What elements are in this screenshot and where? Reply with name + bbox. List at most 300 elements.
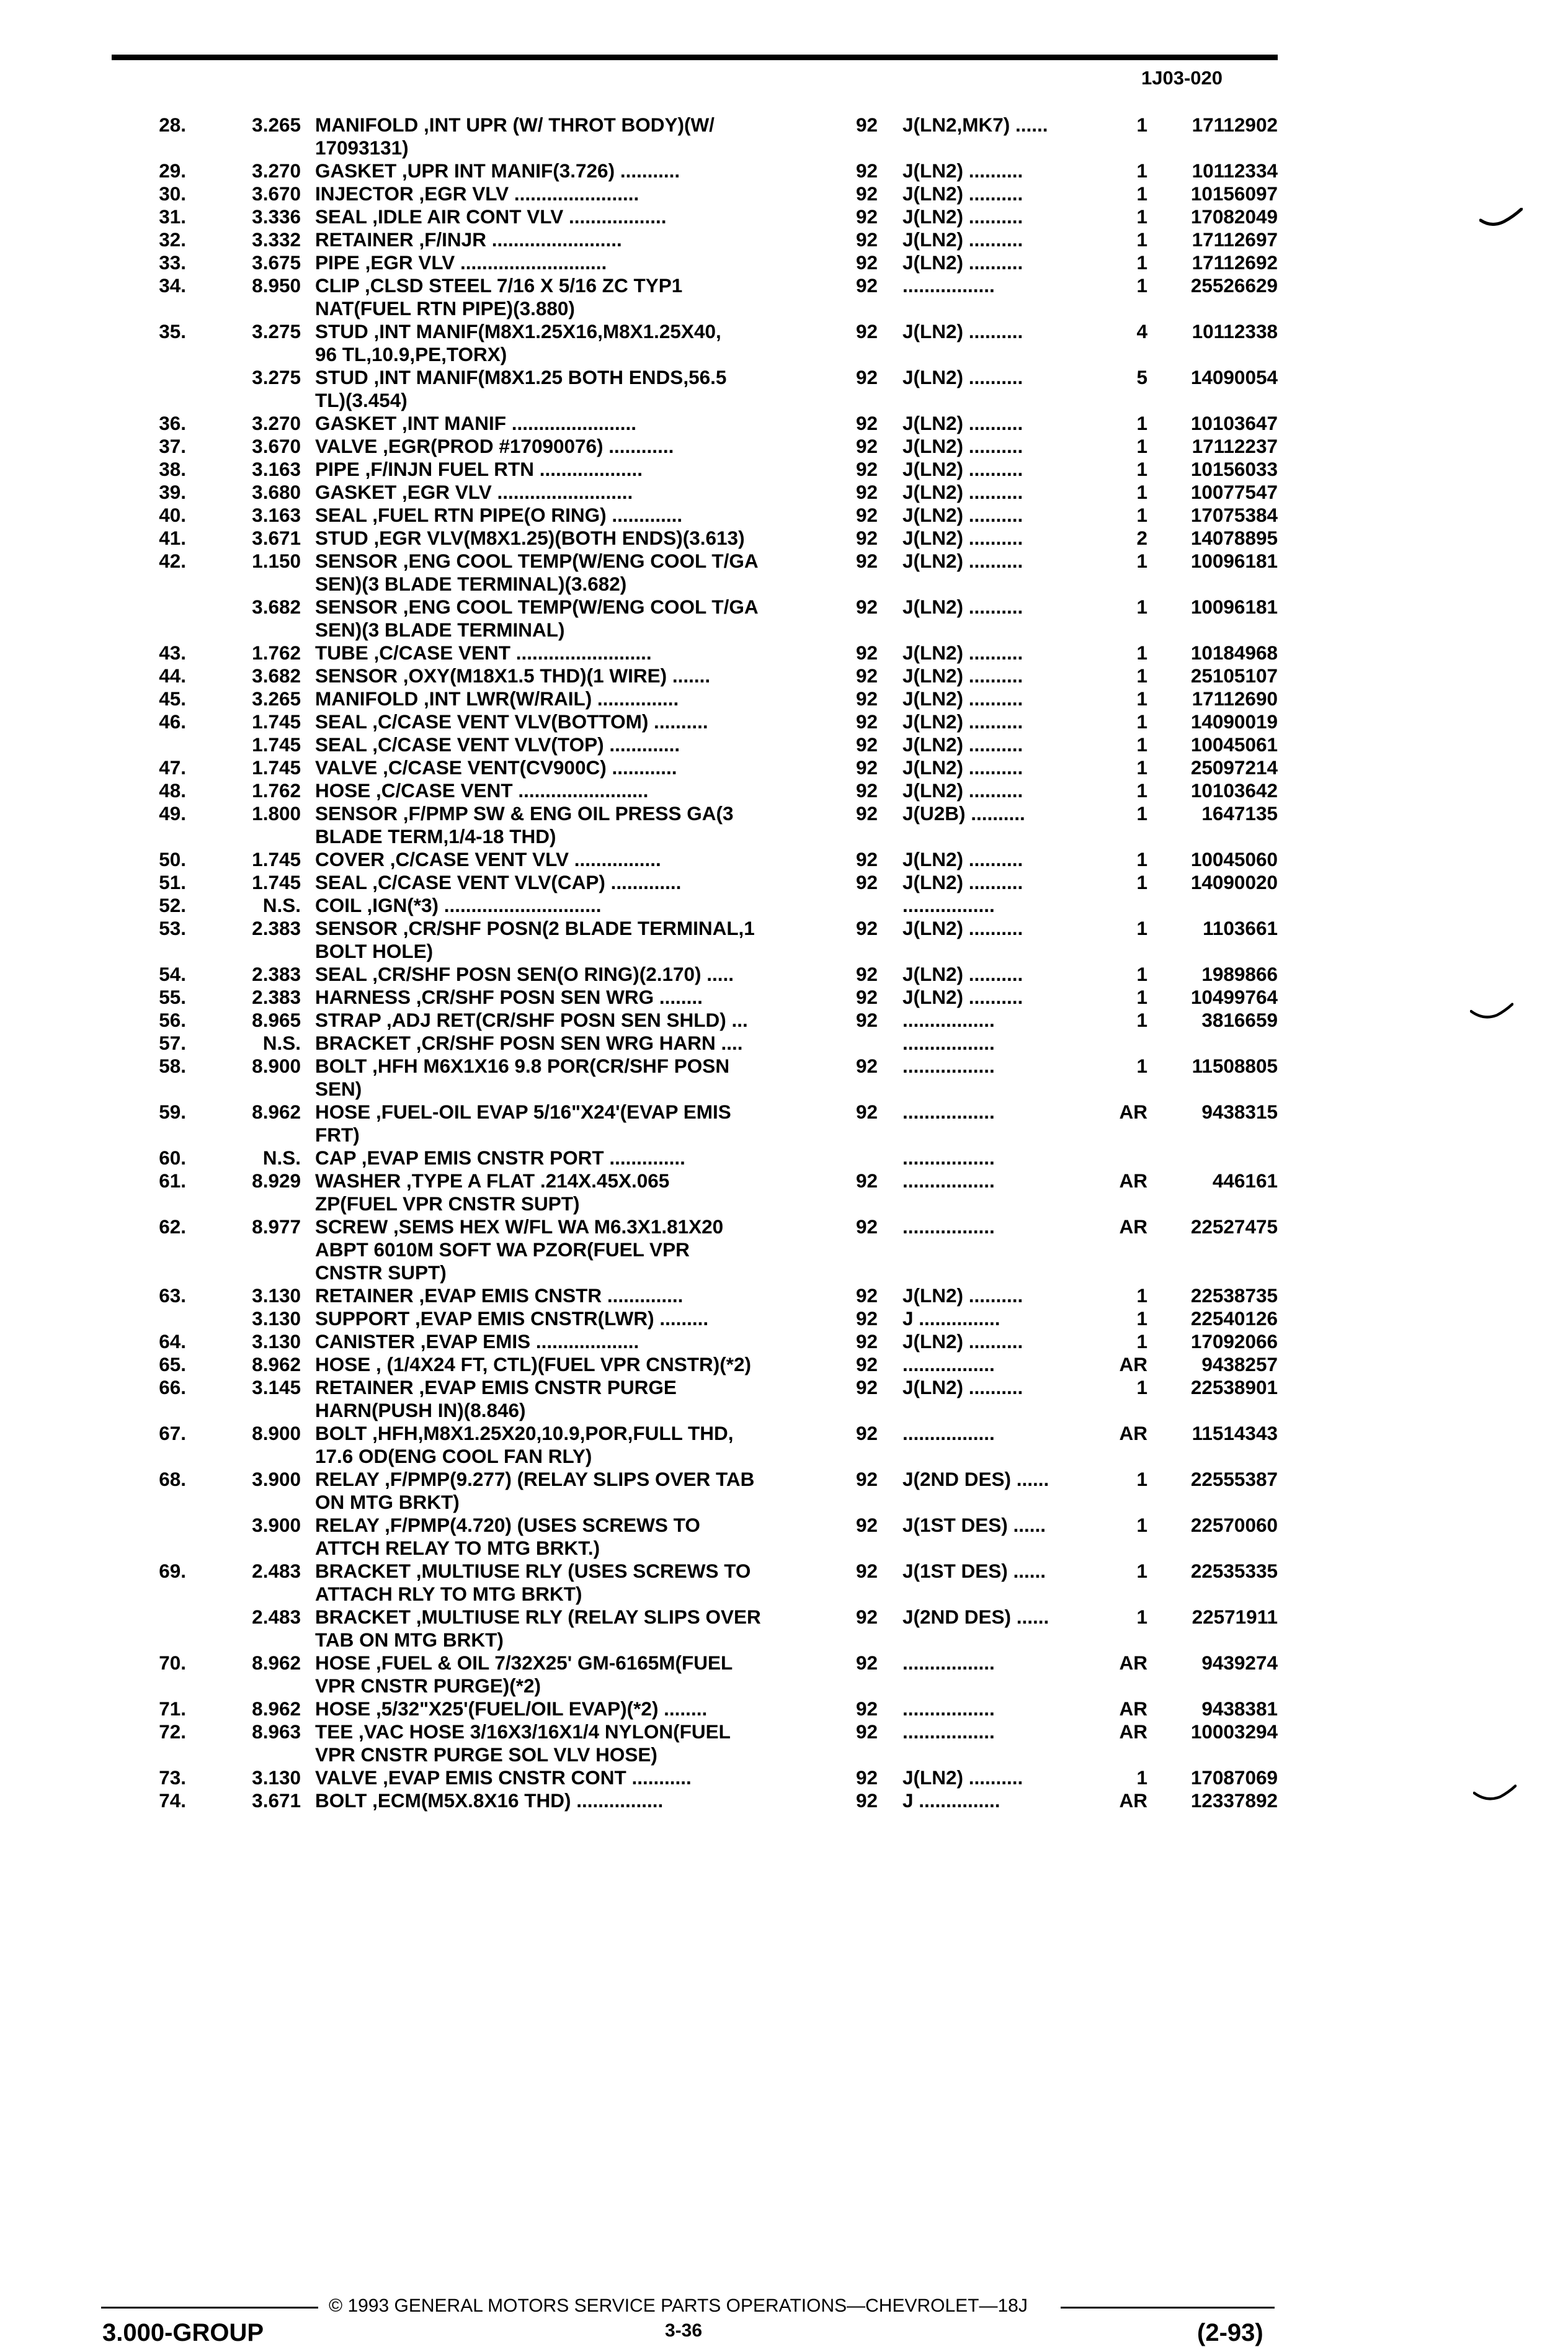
quantity: 1: [1136, 1560, 1147, 1582]
group-number: 3.680: [252, 481, 301, 503]
part-description: [315, 435, 811, 458]
part-number: 10499764: [1190, 986, 1278, 1008]
part-detail: ,SEMS HEX W/FL WA M6.3X1.81X20 ABPT 6010M SOFT WA PZOR(FUEL VPR CNSTR SUPT): [315, 1215, 724, 1284]
part-description: [315, 1169, 811, 1215]
part-number: 9438315: [1201, 1101, 1278, 1123]
table-row: [0, 1147, 1568, 1169]
group-number: 1.762: [252, 779, 301, 802]
part-description: [315, 1560, 811, 1606]
table-row: [0, 1009, 1568, 1032]
model-year: 92: [856, 1720, 878, 1743]
part-detail: ,F/PMP SW & ENG OIL PRESS GA(3 BLADE TERM,1/4-18 THD): [315, 802, 734, 847]
application-code: J(LN2) ..........: [902, 435, 1023, 457]
table-row: [0, 596, 1568, 642]
part-name: COIL: [315, 894, 362, 916]
quantity: 4: [1136, 320, 1147, 342]
part-name: STUD: [315, 527, 368, 549]
model-year: 92: [856, 1353, 878, 1375]
part-description: [315, 159, 811, 182]
part-detail: ,EGR VLV(M8X1.25)(BOTH ENDS)(3.613): [373, 527, 745, 549]
table-row: [0, 1652, 1568, 1697]
application-code: .................: [902, 894, 995, 916]
part-description: [315, 894, 811, 917]
application-code: J(2ND DES) ......: [902, 1468, 1049, 1490]
part-description: [315, 710, 811, 733]
ref-number: 47.: [159, 756, 186, 779]
part-number: 17087069: [1190, 1766, 1278, 1789]
model-year: 92: [856, 320, 878, 342]
table-row: [0, 642, 1568, 664]
part-description: [315, 1468, 811, 1514]
part-description: [315, 1606, 811, 1652]
part-description: [315, 1307, 811, 1330]
ref-number: 31.: [159, 205, 186, 228]
application-code: J(LN2) ..........: [902, 963, 1023, 985]
table-row: [0, 733, 1568, 756]
table-row: [0, 274, 1568, 320]
model-year: 92: [856, 1652, 878, 1674]
application-code: J(LN2) ..........: [902, 251, 1023, 274]
application-code: J(LN2) ..........: [902, 412, 1023, 434]
part-name: RELAY: [315, 1514, 380, 1536]
ref-number: 30.: [159, 182, 186, 205]
part-number: 1103661: [1203, 917, 1278, 939]
quantity: 1: [1136, 1284, 1147, 1307]
application-code: J(LN2) ..........: [902, 642, 1023, 664]
table-row: [0, 550, 1568, 596]
part-number: 17112902: [1192, 114, 1278, 136]
ref-number: 52.: [159, 894, 186, 916]
quantity: 1: [1136, 1468, 1147, 1490]
part-description: [315, 527, 811, 550]
part-detail: ,C/CASE VENT VLV(TOP) .............: [372, 733, 680, 756]
footer-page-number: 3-36: [665, 2320, 703, 2341]
part-detail: ,F/PMP(9.277) (RELAY SLIPS OVER TAB ON MTG BRKT): [315, 1468, 755, 1513]
part-number: 446161: [1212, 1169, 1278, 1192]
part-name: SEAL: [315, 871, 367, 893]
group-number: 1.745: [252, 733, 301, 756]
part-description: [315, 733, 811, 756]
ref-number: 60.: [159, 1147, 186, 1169]
part-detail: ,F/INJR ........................: [419, 228, 622, 251]
part-number: 10112334: [1192, 159, 1278, 182]
part-name: HOSE: [315, 1652, 371, 1674]
application-code: J(LN2) ..........: [902, 733, 1023, 756]
part-name: SUPPORT: [315, 1307, 410, 1330]
part-description: [315, 228, 811, 251]
model-year: 92: [856, 481, 878, 503]
model-year: 92: [856, 1697, 878, 1720]
part-number: 14078895: [1190, 527, 1278, 549]
group-number: 8.962: [252, 1101, 301, 1123]
part-detail: ,F/PMP(4.720) (USES SCREWS TO ATTCH RELAY TO MTG BRKT.): [315, 1514, 700, 1559]
part-name: CANISTER: [315, 1330, 416, 1352]
group-number: 1.745: [252, 756, 301, 779]
table-row: [0, 710, 1568, 733]
part-detail: ,CR/SHF POSN(2 BLADE TERMINAL,1 BOLT HOLE): [315, 917, 755, 962]
part-detail: ,EVAP EMIS ...................: [420, 1330, 639, 1352]
part-detail: ,EGR(PROD #17090076) ............: [383, 435, 674, 457]
part-name: RETAINER: [315, 1376, 414, 1398]
part-detail: ,CR/SHF POSN SEN WRG HARN ....: [416, 1032, 743, 1054]
part-description: [315, 596, 811, 642]
footer-rule-right: [1061, 2307, 1275, 2309]
part-detail: ,C/CASE VENT(CV900C) ............: [383, 756, 677, 779]
ref-number: 42.: [159, 550, 186, 572]
part-number: 1647135: [1201, 802, 1278, 825]
group-number: 3.145: [252, 1376, 301, 1398]
part-number: 10096181: [1190, 550, 1278, 572]
group-number: 3.275: [252, 320, 301, 342]
part-detail: ,EVAP EMIS CNSTR(LWR) .........: [415, 1307, 709, 1330]
part-number: 22538735: [1190, 1284, 1278, 1307]
model-year: 92: [856, 664, 878, 687]
part-detail: ,OXY(M18X1.5 THD)(1 WIRE) .......: [403, 664, 711, 687]
part-number: 17112697: [1192, 228, 1278, 251]
ref-number: 48.: [159, 779, 186, 802]
page-id: 1J03-020: [1141, 67, 1223, 89]
part-name: HOSE: [315, 779, 371, 802]
part-description: [315, 1697, 811, 1720]
quantity: 1: [1136, 802, 1147, 825]
ref-number: 55.: [159, 986, 186, 1008]
model-year: 92: [856, 412, 878, 434]
quantity: 1: [1136, 1514, 1147, 1536]
application-code: J(LN2) ..........: [902, 228, 1023, 251]
model-year: 92: [856, 1468, 878, 1490]
part-description: [315, 1376, 811, 1422]
part-description: [315, 642, 811, 664]
part-description: [315, 251, 811, 274]
part-name: CAP: [315, 1147, 356, 1169]
part-name: SENSOR: [315, 664, 398, 687]
quantity: 1: [1136, 251, 1147, 274]
part-description: [315, 917, 811, 963]
table-row: [0, 504, 1568, 527]
check-mark-icon: [1470, 1002, 1513, 1021]
group-number: 8.965: [252, 1009, 301, 1031]
model-year: 92: [856, 435, 878, 457]
model-year: 92: [856, 986, 878, 1008]
part-name: MANIFOLD: [315, 687, 419, 710]
group-number: 1.150: [252, 550, 301, 572]
part-description: [315, 1215, 811, 1284]
part-number: 1989866: [1201, 963, 1278, 985]
part-name: PIPE: [315, 251, 360, 274]
group-number: 3.265: [252, 687, 301, 710]
model-year: 92: [856, 228, 878, 251]
ref-number: 64.: [159, 1330, 186, 1352]
table-row: [0, 664, 1568, 687]
group-number: 3.682: [252, 596, 301, 618]
part-detail: ,CR/SHF POSN SEN WRG ........: [416, 986, 703, 1008]
ref-number: 35.: [159, 320, 186, 342]
ref-number: 43.: [159, 642, 186, 664]
part-detail: ,TYPE A FLAT .214X.45X.065 ZP(FUEL VPR CNSTR SUPT): [315, 1169, 670, 1215]
part-number: 22527475: [1190, 1215, 1278, 1238]
part-number: 10184968: [1190, 642, 1278, 664]
part-description: [315, 1422, 811, 1468]
part-name: RELAY: [315, 1468, 380, 1490]
part-number: 25526629: [1190, 274, 1278, 297]
table-row: [0, 871, 1568, 894]
group-number: 8.962: [252, 1652, 301, 1674]
part-number: 10156033: [1190, 458, 1278, 480]
application-code: J(LN2) ..........: [902, 917, 1023, 939]
model-year: 92: [856, 1789, 878, 1812]
part-description: [315, 1514, 811, 1560]
ref-number: 39.: [159, 481, 186, 503]
model-year: 92: [856, 963, 878, 985]
application-code: J(LN2) ..........: [902, 756, 1023, 779]
ref-number: 59.: [159, 1101, 186, 1123]
application-code: .................: [902, 1101, 995, 1123]
ref-number: 68.: [159, 1468, 186, 1490]
table-row: [0, 182, 1568, 205]
model-year: 92: [856, 917, 878, 939]
part-detail: ,C/CASE VENT VLV(BOTTOM) ..........: [372, 710, 708, 733]
ref-number: 28.: [159, 114, 186, 136]
table-row: [0, 251, 1568, 274]
model-year: 92: [856, 848, 878, 870]
quantity: 1: [1136, 481, 1147, 503]
model-year: 92: [856, 733, 878, 756]
application-code: J(LN2) ..........: [902, 504, 1023, 526]
quantity: AR: [1119, 1697, 1147, 1720]
part-description: [315, 504, 811, 527]
part-detail: ,EVAP EMIS CNSTR ..............: [419, 1284, 684, 1307]
part-description: [315, 779, 811, 802]
part-number: 17075384: [1190, 504, 1278, 526]
part-description: [315, 1147, 811, 1169]
part-number: 10103642: [1190, 779, 1278, 802]
group-number: N.S.: [262, 1032, 301, 1054]
check-mark-icon: [1479, 208, 1523, 226]
ref-number: 50.: [159, 848, 186, 870]
part-description: [315, 1009, 811, 1032]
table-row: [0, 986, 1568, 1009]
part-detail: ,IGN(*3) .............................: [367, 894, 602, 916]
table-row: [0, 756, 1568, 779]
part-number: 22540126: [1190, 1307, 1278, 1330]
part-name: GASKET: [315, 159, 397, 182]
quantity: 1: [1136, 664, 1147, 687]
part-description: [315, 1789, 811, 1812]
table-row: [0, 159, 1568, 182]
application-code: J(LN2) ..........: [902, 848, 1023, 870]
application-code: J(U2B) ..........: [902, 802, 1025, 825]
part-number: 10045060: [1190, 848, 1278, 870]
group-number: 3.130: [252, 1330, 301, 1352]
model-year: 92: [856, 1422, 878, 1444]
table-row: [0, 1422, 1568, 1468]
application-code: J(LN2) ..........: [902, 710, 1023, 733]
application-code: J(LN2) ..........: [902, 664, 1023, 687]
table-row: [0, 1055, 1568, 1101]
group-number: 8.900: [252, 1422, 301, 1444]
part-detail: ,EVAP EMIS CNSTR CONT ...........: [383, 1766, 692, 1789]
group-number: 3.275: [252, 366, 301, 388]
ref-number: 36.: [159, 412, 186, 434]
quantity: 1: [1136, 274, 1147, 297]
group-number: N.S.: [262, 894, 301, 916]
model-year: 92: [856, 504, 878, 526]
part-description: [315, 963, 811, 986]
part-detail: ,VAC HOSE 3/16X3/16X1/4 NYLON(FUEL VPR CNSTR PURGE SOL VLV HOSE): [315, 1720, 731, 1766]
quantity: 1: [1136, 596, 1147, 618]
application-code: J(LN2) ..........: [902, 481, 1023, 503]
model-year: 92: [856, 458, 878, 480]
ref-number: 37.: [159, 435, 186, 457]
part-detail: ,C/CASE VENT .........................: [373, 642, 652, 664]
table-row: [0, 114, 1568, 159]
part-number: 22538901: [1190, 1376, 1278, 1398]
part-number: 17082049: [1190, 205, 1278, 228]
part-description: [315, 1101, 811, 1147]
part-name: CLIP: [315, 274, 360, 297]
model-year: 92: [856, 1330, 878, 1352]
part-detail: ,FUEL-OIL EVAP 5/16"X24'(EVAP EMIS FRT): [315, 1101, 731, 1146]
part-number: 22570060: [1190, 1514, 1278, 1536]
application-code: J(LN2) ..........: [902, 527, 1023, 549]
group-number: 3.900: [252, 1514, 301, 1536]
part-number: 10103647: [1190, 412, 1278, 434]
part-name: VALVE: [315, 435, 378, 457]
model-year: 92: [856, 1215, 878, 1238]
top-rule: [112, 55, 1278, 60]
table-row: [0, 1766, 1568, 1789]
table-row: [0, 412, 1568, 435]
application-code: J(LN2) ..........: [902, 779, 1023, 802]
table-row: [0, 802, 1568, 848]
table-row: [0, 687, 1568, 710]
quantity: AR: [1119, 1353, 1147, 1375]
ref-number: 57.: [159, 1032, 186, 1054]
quantity: AR: [1119, 1789, 1147, 1812]
quantity: 1: [1136, 1330, 1147, 1352]
model-year: 92: [856, 871, 878, 893]
ref-number: 46.: [159, 710, 186, 733]
application-code: J ...............: [902, 1307, 1000, 1330]
part-number: 14090020: [1190, 871, 1278, 893]
application-code: .................: [902, 1215, 995, 1238]
part-name: SEAL: [315, 504, 367, 526]
group-number: 3.130: [252, 1284, 301, 1307]
group-number: 3.332: [252, 228, 301, 251]
application-code: .................: [902, 1353, 995, 1375]
ref-number: 33.: [159, 251, 186, 274]
part-number: 14090019: [1190, 710, 1278, 733]
group-number: 8.929: [252, 1169, 301, 1192]
ref-number: 61.: [159, 1169, 186, 1192]
table-row: [0, 779, 1568, 802]
group-number: 8.900: [252, 1055, 301, 1077]
table-row: [0, 320, 1568, 366]
ref-number: 34.: [159, 274, 186, 297]
group-number: 8.963: [252, 1720, 301, 1743]
part-number: 11514343: [1192, 1422, 1278, 1444]
application-code: J(LN2) ..........: [902, 458, 1023, 480]
part-number: 22535335: [1190, 1560, 1278, 1582]
application-code: J(LN2) ..........: [902, 1766, 1023, 1789]
part-name: VALVE: [315, 756, 378, 779]
part-number: 22571911: [1192, 1606, 1278, 1628]
model-year: 92: [856, 550, 878, 572]
part-number: 10045061: [1190, 733, 1278, 756]
group-number: 3.163: [252, 458, 301, 480]
table-row: [0, 1720, 1568, 1766]
table-row: [0, 481, 1568, 504]
quantity: 1: [1136, 642, 1147, 664]
part-name: TUBE: [315, 642, 368, 664]
part-description: [315, 1652, 811, 1697]
part-name: WASHER: [315, 1169, 401, 1192]
table-row: [0, 848, 1568, 871]
group-number: 3.265: [252, 114, 301, 136]
quantity: 1: [1136, 986, 1147, 1008]
group-number: 2.483: [252, 1560, 301, 1582]
part-name: VALVE: [315, 1766, 378, 1789]
ref-number: 38.: [159, 458, 186, 480]
part-number: 22555387: [1190, 1468, 1278, 1490]
part-detail: ,IDLE AIR CONT VLV ..................: [372, 205, 667, 228]
group-number: 3.270: [252, 159, 301, 182]
part-number: 10096181: [1190, 596, 1278, 618]
part-name: GASKET: [315, 481, 397, 503]
ref-number: 49.: [159, 802, 186, 825]
part-number: 10003294: [1190, 1720, 1278, 1743]
footer-date: (2-93): [1197, 2319, 1263, 2346]
part-description: [315, 1284, 811, 1307]
quantity: AR: [1119, 1169, 1147, 1192]
group-number: 3.130: [252, 1307, 301, 1330]
part-detail: ,ADJ RET(CR/SHF POSN SEN SHLD) ...: [386, 1009, 748, 1031]
model-year: 92: [856, 182, 878, 205]
part-detail: ,HFH,M8X1.25X20,10.9,POR,FULL THD, 17.6 OD(ENG COOL FAN RLY): [315, 1422, 734, 1467]
part-detail: ,HFH M6X1X16 9.8 POR(CR/SHF POSN SEN): [315, 1055, 730, 1100]
group-number: 3.270: [252, 412, 301, 434]
quantity: 1: [1136, 1766, 1147, 1789]
part-name: STUD: [315, 320, 368, 342]
part-description: [315, 1032, 811, 1055]
group-number: 8.962: [252, 1697, 301, 1720]
quantity: 1: [1136, 917, 1147, 939]
table-row: [0, 1376, 1568, 1422]
quantity: 1: [1136, 1009, 1147, 1031]
part-detail: ,INT UPR (W/ THROT BODY)(W/ 17093131): [315, 114, 715, 159]
group-number: 3.336: [252, 205, 301, 228]
ref-number: 45.: [159, 687, 186, 710]
footer-rule-left: [101, 2307, 318, 2309]
ref-number: 72.: [159, 1720, 186, 1743]
application-code: J(LN2) ..........: [902, 687, 1023, 710]
group-number: 3.671: [252, 1789, 301, 1812]
part-detail: ,INT LWR(W/RAIL) ...............: [424, 687, 679, 710]
table-row: [0, 1468, 1568, 1514]
model-year: 92: [856, 1055, 878, 1077]
table-row: [0, 1606, 1568, 1652]
part-description: [315, 274, 811, 320]
part-name: SEAL: [315, 733, 367, 756]
table-row: [0, 458, 1568, 481]
part-description: [315, 366, 811, 412]
quantity: 5: [1136, 366, 1147, 388]
part-detail: ,INT MANIF(M8X1.25 BOTH ENDS,56.5 TL)(3.454): [315, 366, 727, 411]
model-year: 92: [856, 1514, 878, 1536]
ref-number: 66.: [159, 1376, 186, 1398]
application-code: .................: [902, 1652, 995, 1674]
application-code: J(LN2) ..........: [902, 366, 1023, 388]
